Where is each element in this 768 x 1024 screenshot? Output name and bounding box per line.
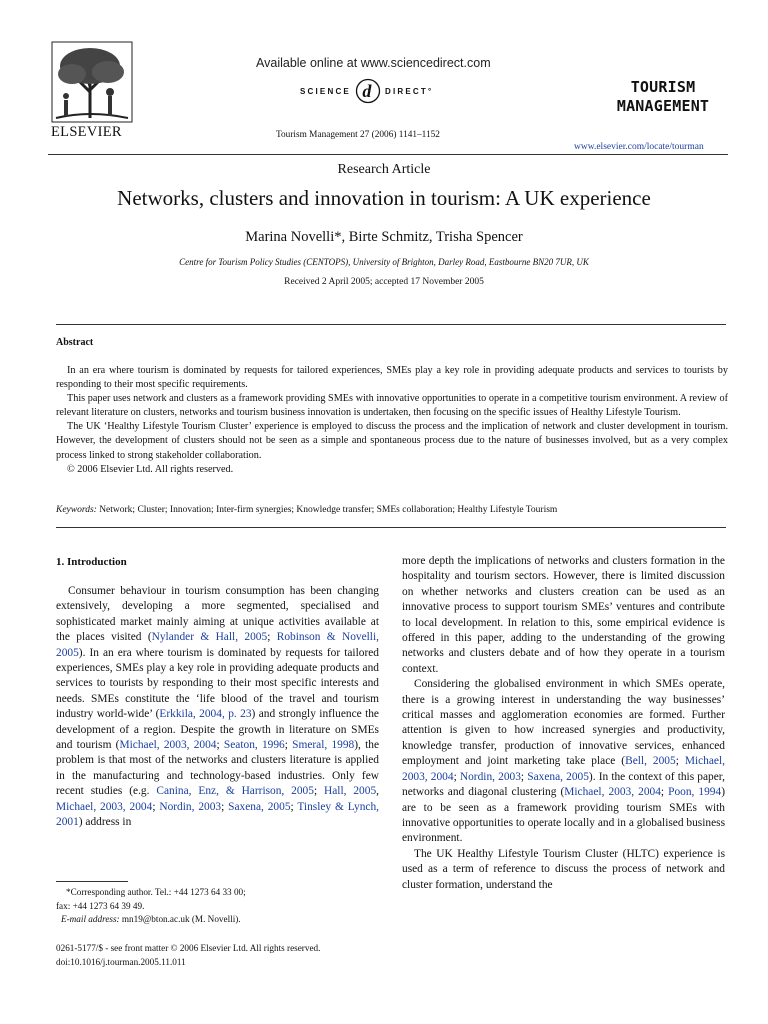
citation-link[interactable]: Nylander & Hall, 2005 [151, 631, 268, 644]
body-paragraph: Consumer behaviour in tourism consumption has been changing extensively, developing a more segmented, specialised and sophisticated market mainly aiming at unique activities available at the places visited (Nylander & Hall, 2005; Robinson & Novelli, 2005). In an era where tourism is dominated by requests for tailored experiences, SMEs play a key role in providing adequate products and services to tourists by responding to their most specific interests and needs. SMEs constitute the ‘life blood of the travel and tourism industry world-wide’ (Erkkila, 2004, p. 23) and strongly influence the development of a region. Despite the growth in literature on SMEs and tourism (Michael, 2003, 2004; Seaton, 1996; Smeral, 1998), the problem is that most of the networks and clusters literature is applied in the manufacturing and technology-based industries. Only few recent studies (e.g. Canina, Enz, & Harrison, 2005; Hall, 2005, Michael, 2003, 2004; Nordin, 2003; Saxena, 2005; Tinsley & Lynch, 2001) address in [56, 585, 380, 829]
sd-science-text: SCIENCE [300, 86, 351, 96]
tree-icon [50, 40, 134, 124]
fax-note: fax: +44 1273 64 39 49. [56, 900, 145, 911]
abstract-body [56, 364, 728, 477]
available-online-text: Available online at www.sciencedirect.com [256, 56, 491, 70]
body-paragraph: Considering the globalised environment in which SMEs operate, there is a growing interest in understanding the way businesses’ critical masses and agglomeration economies are formed. Further attention is given to how increased synergies and productivity, knowledge transfer, production of innovative services, enhanced employment and joint marketing take place (Bell, 2005; Michael, 2003, 2004; Nordin, 2003; Saxena, 2005). In the context of this paper, networks and diagonal clustering (Michael, 2003, 2004; Poon, 1994) are to be seen as a framework providing tourism SMEs with innovative opportunities to operate locally and in a globalised business environment. [402, 678, 725, 845]
abstract-paragraph: The UK ‘Healthy Lifestyle Tourism Cluster’ experience is employed to discuss the process and the implication of network and cluster development in tourism. However, the development of clusters should not be seen as a simple and spontaneous process due to the nature of businesses involved, but as a very complex process linked to strong stakeholder collaboration. [56, 421, 728, 461]
abstract-paragraph: In an era where tourism is dominated by requests for tailored experiences, SMEs play a key role in providing adequate products and services to tourists by responding to their most specific requirements. [56, 365, 728, 391]
citation-link[interactable]: Nordin, 2003 [459, 770, 521, 783]
issn-line: 0261-5177/$ - see front matter © 2006 Elsevier Ltd. All rights reserved. [56, 943, 321, 953]
citation-link[interactable]: Robinson & Novelli, 2005 [56, 631, 379, 659]
citation-link[interactable]: Michael, 2003, 2004 [119, 739, 217, 752]
citation-link[interactable]: Bell, 2005 [625, 755, 676, 768]
right-column [402, 554, 725, 893]
footnotes [56, 886, 386, 927]
citation-link[interactable]: Michael, 2003, 2004 [564, 786, 661, 799]
email-note [56, 913, 386, 927]
section-heading: 1. Introduction [56, 556, 127, 568]
citation-link[interactable]: Michael, 2003, 2004 [402, 755, 725, 783]
author-affiliation: Centre for Tourism Policy Studies (CENTOPS), University of Brighton, Darley Road, Eastbourne BN20 7UR, UK [179, 257, 589, 267]
corresponding-author-note: *Corresponding author. Tel.: +44 1273 64 33 00; [66, 887, 246, 897]
sciencedirect-logo [300, 76, 433, 106]
sd-direct-text: DIRECT° [384, 86, 434, 96]
author-list: Marina Novelli*, Birte Schmitz, Trisha Spencer [245, 229, 523, 245]
citation-link[interactable]: Saxena, 2005 [527, 770, 589, 783]
email-address[interactable]: mn19@bton.ac.uk (M. Novelli). [121, 914, 241, 925]
abstract-paragraph: This paper uses network and clusters as a framework providing SMEs with innovative opportunities to operate in a competitive tourism environment. A review of relevant literature on clusters, networks and tourism business innovation is undertaken, then focusing on the specific issues of Healthy Lifestyle Tourism. [56, 393, 728, 419]
journal-citation: Tourism Management 27 (2006) 1141–1152 [276, 130, 440, 140]
citation-link[interactable]: Erkkila, 2004, p. 23 [159, 708, 252, 721]
header-divider [48, 154, 728, 155]
citation-link[interactable]: Canina, Enz, & Harrison, 2005 [156, 785, 314, 798]
email-label: E-mail address: [61, 914, 120, 925]
citation-link[interactable]: Saxena, 2005 [228, 800, 291, 813]
journal-url-link[interactable]: www.elsevier.com/locate/tourman [574, 142, 704, 152]
article-title: Networks, clusters and innovation in tourism: A UK experience [117, 186, 651, 210]
citation-link[interactable]: Smeral, 1998 [292, 739, 355, 752]
citation-link[interactable]: Tinsley & Lynch, 2001 [56, 800, 380, 829]
abstract-heading: Abstract [56, 337, 94, 348]
citation-link[interactable]: Hall, 2005 [324, 785, 377, 798]
keywords [56, 505, 728, 515]
publisher-name: ELSEVIER [51, 124, 122, 140]
body-paragraph: The UK Healthy Lifestyle Tourism Cluster (HLTC) experience is used as a term of reference to discuss the process of network and cluster formation, understand the [402, 847, 725, 891]
citation-link[interactable]: Nordin, 2003 [159, 800, 222, 813]
journal-logo [598, 78, 728, 116]
copyright-line: © 2006 Elsevier Ltd. All rights reserved. [67, 463, 234, 475]
received-dates: Received 2 April 2005; accepted 17 November 2005 [284, 277, 484, 287]
footnote-divider [56, 881, 128, 882]
keywords-divider [56, 527, 726, 528]
body-paragraph: more depth the implications of networks and clusters formation in the hospitality and tourism sectors. However, there is limited discussion on whether networks and clusters creation can be used as an innovative process to support tourism SMEs’ ventures and contribute to local development. In relation to this, some empirical evidence is offered in this paper, adding to the understanding of the growing networks and clusters debate and of how they operate in a tourism context. [402, 555, 725, 675]
front-matter [56, 942, 320, 969]
citation-link[interactable]: Poon, 1994 [668, 786, 722, 799]
journal-logo-line2: MANAGEMENT [616, 97, 710, 115]
sciencedirect-d-icon [355, 78, 381, 104]
citation-link[interactable]: Michael, 2003, 2004 [56, 800, 153, 813]
article-type: Research Article [337, 162, 431, 177]
keywords-list: Network; Cluster; Innovation; Inter-firm synergies; Knowledge transfer; SMEs collaboration; Healthy Lifestyle Tourism [99, 505, 558, 515]
left-column [56, 584, 379, 831]
abstract-divider [56, 324, 726, 325]
keywords-label: Keywords: [56, 505, 97, 515]
doi-line: doi:10.1016/j.tourman.2005.11.011 [56, 956, 186, 967]
sd-letter: d [362, 81, 374, 101]
citation-link[interactable]: Seaton, 1996 [223, 739, 285, 752]
journal-logo-line1: TOURISM [630, 78, 696, 96]
